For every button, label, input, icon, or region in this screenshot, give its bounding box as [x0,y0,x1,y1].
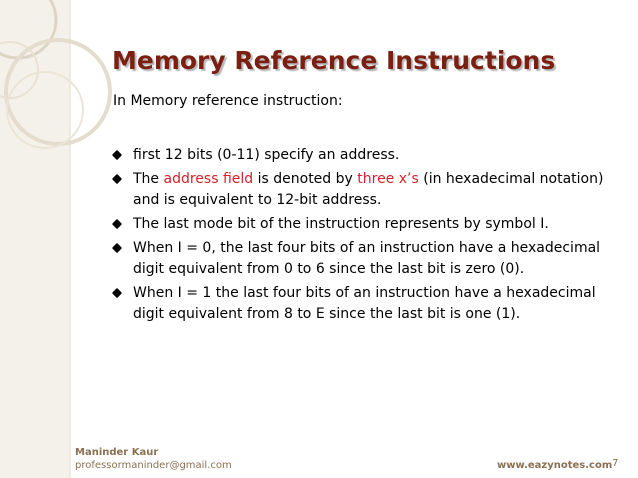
bullet-icon [112,174,122,184]
bullet-text: When I = 1 the last four bits of an instruction have a hexadecimal digit equivalent from 8 to E since the last bit is one (1). [133,285,596,322]
bullet-text: first 12 bits (0-11) specify an address. [133,147,400,163]
bullet-icon [112,150,122,160]
list-item [113,214,623,235]
bullet-icon [112,219,122,229]
footer-author: Maninder Kaur [75,447,159,458]
bullet-icon [112,288,122,298]
bullet-list [113,145,623,328]
bullet-text-mid: is denoted by [253,171,358,187]
highlight-address-field: address field [163,171,254,187]
footer-email: professormaninder@gmail.com [75,460,232,471]
slide-title: Memory Reference Instructions [112,46,556,75]
highlight-three-xs: three x’s [357,171,419,187]
list-item [113,238,623,280]
list-item [113,283,623,325]
page-number: 7 [612,458,619,469]
bullet-text-post: (in hexadecimal notation) and is equivalent to 12-bit address. [133,171,604,208]
list-item [113,145,623,166]
bullet-text: The last mode bit of the instruction represents by symbol I. [133,216,549,232]
intro-text: In Memory reference instruction: [113,93,343,109]
bullet-icon [112,243,122,253]
bullet-text: When I = 0, the last four bits of an instruction have a hexadecimal digit equivalent from 0 to 6 since the last bit is zero (0). [133,240,601,277]
list-item [113,169,623,211]
footer-website: www.eazynotes.com [497,460,613,471]
bullet-text-pre: The [133,171,164,187]
